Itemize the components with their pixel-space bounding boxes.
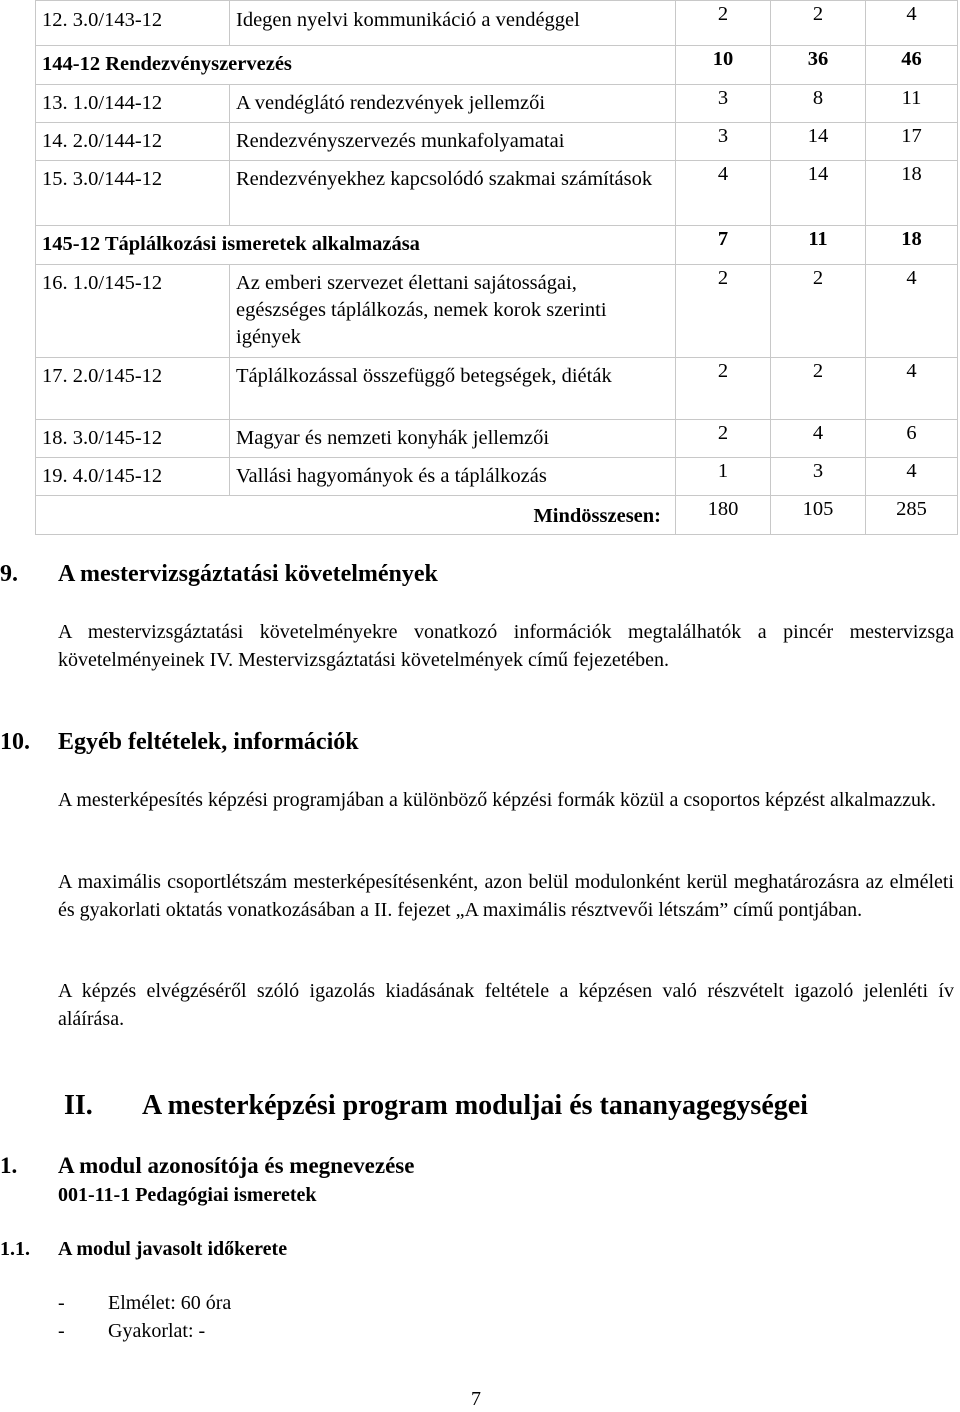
- row-value-a: 10: [676, 46, 771, 85]
- module-id: 001-11-1 Pedagógiai ismeretek: [58, 1184, 317, 1206]
- row-value-a: 2: [676, 420, 771, 458]
- total-value-b: 105: [771, 496, 866, 535]
- page-number: 7: [471, 1388, 481, 1410]
- subsection-number: 1.: [0, 1153, 18, 1178]
- row-index: 13. 1.0/144-12: [36, 85, 230, 123]
- section-10-paragraph-3: A képzés elvégzéséről szóló igazolás kiadásának feltétele a képzésen való részvételt igazoló jelenléti ív aláírása.: [58, 980, 954, 1030]
- table-row: [36, 161, 958, 226]
- row-name: Rendezvényekhez kapcsolódó szakmai számítások: [230, 161, 676, 226]
- row-value-c: 18: [866, 226, 958, 265]
- table-row: [36, 1, 958, 46]
- row-value-c: 4: [866, 265, 958, 358]
- total-label: Mindösszesen:: [36, 496, 676, 535]
- row-value-a: 7: [676, 226, 771, 265]
- row-value-c: 4: [866, 1, 958, 46]
- module-row: [36, 46, 958, 85]
- row-value-c: 6: [866, 420, 958, 458]
- table-row: [36, 123, 958, 161]
- part-2-heading: [64, 1090, 808, 1122]
- row-value-a: 3: [676, 123, 771, 161]
- row-value-b: 8: [771, 85, 866, 123]
- row-index: 15. 3.0/144-12: [36, 161, 230, 226]
- subsection-title: A modul javasolt időkerete: [58, 1238, 288, 1260]
- row-value-b: 2: [771, 358, 866, 420]
- row-value-a: 3: [676, 85, 771, 123]
- section-10-heading: [0, 729, 359, 756]
- row-value-c: 4: [866, 458, 958, 496]
- row-value-b: 4: [771, 420, 866, 458]
- total-row: [36, 496, 958, 535]
- row-name: Magyar és nemzeti konyhák jellemzői: [230, 420, 676, 458]
- module-name: 145-12 Táplálkozási ismeretek alkalmazása: [36, 226, 676, 265]
- total-value-c: 285: [866, 496, 958, 535]
- row-name: Az emberi szervezet élettani sajátosságai, egészséges táplálkozás, nemek korok szerinti igények: [230, 265, 676, 358]
- row-name: Rendezvényszervezés munkafolyamatai: [230, 123, 676, 161]
- subsection-title: A modul azonosítója és megnevezése: [58, 1153, 415, 1178]
- total-value-a: 180: [676, 496, 771, 535]
- row-value-c: 17: [866, 123, 958, 161]
- row-value-c: 18: [866, 161, 958, 226]
- section-number: 10.: [0, 729, 30, 755]
- curriculum-table: [35, 0, 958, 535]
- part-title: A mesterképzési program moduljai és tananyagegységei: [142, 1090, 808, 1121]
- row-value-a: 1: [676, 458, 771, 496]
- section-title: Egyéb feltételek, információk: [58, 729, 359, 755]
- module-name: 144-12 Rendezvényszervezés: [36, 46, 676, 85]
- row-value-b: 2: [771, 1, 866, 46]
- row-name: A vendéglátó rendezvények jellemzői: [230, 85, 676, 123]
- part-number: II.: [64, 1090, 93, 1121]
- table-row: [36, 420, 958, 458]
- row-value-b: 2: [771, 265, 866, 358]
- section-10-paragraph-2: A maximális csoportlétszám mesterképesítésenként, azon belül modulonként kerül meghatározásra az elméleti és gyakorlati oktatás vonatkozásában a II. fejezet „A maximális résztvevői létszám” című pontjában.: [58, 871, 954, 921]
- row-value-c: 11: [866, 85, 958, 123]
- row-value-b: 14: [771, 161, 866, 226]
- row-index: 12. 3.0/143-12: [36, 1, 230, 46]
- table-row: [36, 265, 958, 358]
- module-row: [36, 226, 958, 265]
- row-index: 19. 4.0/145-12: [36, 458, 230, 496]
- row-value-b: 3: [771, 458, 866, 496]
- table-row: [36, 358, 958, 420]
- row-name: Vallási hagyományok és a táplálkozás: [230, 458, 676, 496]
- row-value-b: 36: [771, 46, 866, 85]
- section-title: A mestervizsgáztatási követelmények: [58, 561, 438, 587]
- row-value-a: 4: [676, 161, 771, 226]
- section-10-paragraph-1: A mesterképesítés képzési programjában a különböző képzési formák közül a csoportos képzést alkalmazzuk.: [58, 789, 937, 811]
- row-index: 16. 1.0/145-12: [36, 265, 230, 358]
- subsection-1-heading: [0, 1153, 414, 1179]
- row-index: 18. 3.0/145-12: [36, 420, 230, 458]
- row-value-c: 46: [866, 46, 958, 85]
- row-value-b: 11: [771, 226, 866, 265]
- row-name: Idegen nyelvi kommunikáció a vendéggel: [230, 1, 676, 46]
- row-value-a: 2: [676, 1, 771, 46]
- section-9-heading: [0, 561, 438, 588]
- row-value-c: 4: [866, 358, 958, 420]
- table-row: [36, 85, 958, 123]
- subsection-number: 1.1.: [0, 1238, 30, 1260]
- section-number: 9.: [0, 561, 18, 587]
- row-index: 14. 2.0/144-12: [36, 123, 230, 161]
- row-value-a: 2: [676, 358, 771, 420]
- row-index: 17. 2.0/145-12: [36, 358, 230, 420]
- row-value-a: 2: [676, 265, 771, 358]
- subsection-1-1-heading: [0, 1238, 287, 1261]
- row-value-b: 14: [771, 123, 866, 161]
- section-9-paragraph: A mestervizsgáztatási követelményekre vonatkozó információk megtalálhatók a pincér mestervizsga követelményeinek IV. Mestervizsgáztatási követelmények című fejezetében.: [58, 621, 954, 671]
- list-item: - Gyakorlat: -: [58, 1320, 206, 1342]
- table-row: [36, 458, 958, 496]
- row-name: Táplálkozással összefüggő betegségek, diéták: [230, 358, 676, 420]
- list-item: - Elmélet: 60 óra: [58, 1292, 232, 1314]
